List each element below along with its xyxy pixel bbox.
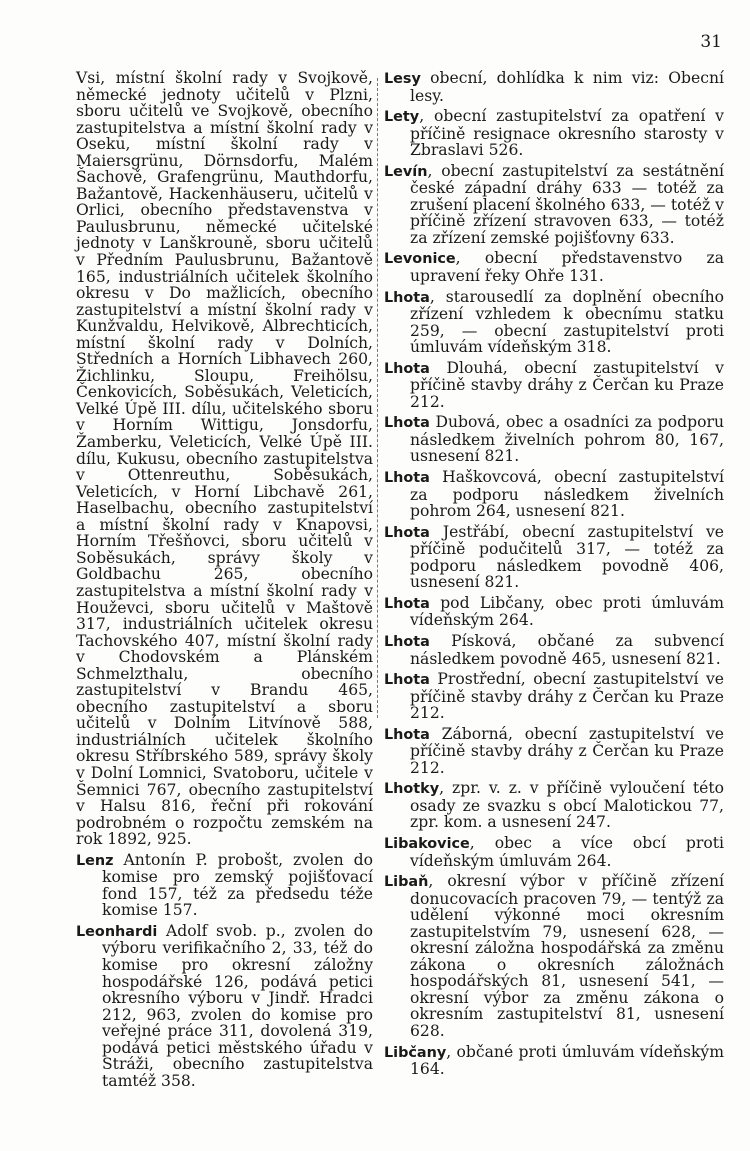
entry-headword: Libakovice [384, 835, 470, 852]
index-entry [384, 289, 724, 356]
entry-headword: Lhota [384, 524, 430, 541]
index-entry [384, 595, 724, 629]
entry-headword: Levonice [384, 251, 456, 268]
entry-headword: Lhota [384, 415, 430, 432]
index-entry [76, 923, 373, 1089]
entry-text: , občané proti úmluvám vídeňským 164. [410, 1042, 724, 1079]
entry-text: Prostřední, obecní zastupitelství ve příčině stavby dráhy z Čerčan ku Praze 212. [410, 670, 724, 723]
entry-text: pod Libčany, obec proti úmluvám vídeňským 264. [410, 593, 724, 630]
entry-headword: Lety [384, 109, 420, 126]
entry-text: Písková, občané za subvencí následkem povodně 465, usnesení 821. [410, 631, 724, 668]
entry-headword: Lhota [384, 672, 430, 689]
entry-headword: Libaň [384, 874, 429, 891]
index-entry [384, 163, 724, 247]
index-entry [384, 70, 724, 104]
index-entry [384, 360, 724, 411]
index-entry [384, 108, 724, 159]
entry-headword: Lhota [384, 595, 430, 612]
entry-headword: Lhota [384, 289, 430, 306]
entry-text: Vsi, místní školní rady v Svojkově, německé jednoty učitelů v Plzni, sboru učitelů ve Svojkově, obecního zastupitelstva a místní školní rady v Oseku, místní školní rady v Maiersgrünu, Dörnsdorfu, Malém Šachově, Grafengrünu, Mauthdorfu, Bažantově, Hackenhäuseru, učitelů v Orlici, obecního představenstva v Paulusbrunu, německé učitelské jednoty v Lanškrouně, sboru učitelů v Předním Paulusbrunu, Bažantově 165, industriálních učitelek školního okresu v Do mažlicích, obecního zastupitelství a místní školní rady v Kunžvaldu, Helvikově, Albrechticích, místní školní rady v Dolních, Středních a Horních Libhavech 260, Žichlinku, Sloupu, Freihölsu, Čenkovicích, Soběsukách, Veleticích, Velké Úpě III. dílu, učitelského sboru v Horním Wittigu, Jonsdorfu, Žamberku, Veleticích, Velké Úpě III. dílu, Kukusu, obecního zastupitelstva v Ottenreuthu, Soběsukách, Veleticích, v Horní Libchavě 261, Haselbachu, obecního zastupitelství a místní školní rady v Knapovsi, Horním Třešňovci, sboru učitelů v Soběsukách, správy školy v Goldbachu 265, obecního zastupitelstva a místní školní rady v Houževci, sboru učitelů v Maštově 317, industriálních učitelek okresu Tachovského 407, místní školní rady v Chodovském a Plánském Schmelzthalu, obecního zastupitelství v Brandu 465, obecního zastupitelství a sboru učitelů v Dolním Litvínově 588, industriálních učitelek školního okresu Stříbrského 589, správy školy v Dolní Lomnici, Svatoboru, učitele v Šemnici 767, obecního zastupitelství v Halsu 816, řeční při rokování podrobném o rozpočtu zemském na rok 1892, 925. [76, 69, 373, 849]
entry-headword: Levín [384, 163, 428, 180]
entry-text: Antonín P. probošt, zvolen do komise pro zemský pojišťovací fond 157, též za předsedu téže komise 157. [102, 850, 373, 920]
index-entry [384, 414, 724, 465]
entry-text: , zpr. v. z. v příčině vyloučení této osady ze svazku s obcí Malotickou 77, zpr. kom. a usnesení 247. [410, 779, 724, 832]
entry-headword: Libčany [384, 1044, 447, 1061]
entry-headword: Leonhardi [76, 923, 158, 940]
entry-headword: Lhota [384, 726, 430, 743]
column-divider [377, 78, 378, 718]
index-entry [384, 1044, 724, 1078]
entry-text: , obecní zastupitelství za opatření v příčině resignace okresního starosty v Zbraslavi 526. [410, 107, 724, 160]
entry-text: Haškovcová, obecní zastupitelství za podporu následkem živelních pohrom 264, usnesení 821. [410, 468, 724, 521]
index-entry [384, 633, 724, 667]
entry-headword: Lhota [384, 633, 430, 650]
index-entry [384, 250, 724, 284]
entry-text: , okresní výbor v příčině zřízení donucovacích pracoven 79, — tentýž za udělení výkonné moci okresním zastupitelstvím 79, usnesení 628, — okresní záložna hospodářská za změnu zákona o okresních záložnách hospodářských 81, usnesení 541, — okresní výbor za změnu zákona o okresním zastupitelství 81, usnesení 628. [410, 872, 724, 1040]
left-column [76, 70, 373, 1093]
entry-text: , starousedlí za doplnění obecního zřízení vzhledem k obecnímu statku 259, — obecní zastupitelství proti úmluvám vídeňským 318. [410, 287, 724, 357]
entry-text: , obecní představenstvo za upravení řeky Ohře 131. [410, 249, 724, 286]
page-number: 31 [700, 32, 722, 52]
entry-text: , obecní zastupitelství za sestátnění české západní dráhy 633 — totéž za zrušení placení školného 633, — totéž v příčině zřízení stravoven 633, — totéž za zřízení zemské pojišťovny 633. [410, 161, 724, 247]
entry-text: Adolf svob. p., zvolen do výboru verifikačního 2, 33, též do komise pro okresní záložny hospodářské 126, podává petici okresního výboru v Jindř. Hradci 212, 963, zvolen do komise pro veřejné práce 311, dovolená 319, podává petici městského úřadu v Stráži, obecního zastupitelstva tamtéž 358. [102, 921, 373, 1090]
right-column [384, 70, 724, 1082]
entry-headword: Lenz [76, 852, 114, 869]
entry-text: , obec a více obcí proti vídeňským úmluvám 264. [410, 833, 724, 870]
entry-headword: Lhota [384, 360, 430, 377]
index-entry [76, 70, 373, 848]
index-entry [384, 524, 724, 591]
entry-text: obecní, dohlídka k nim viz: Obecní lesy. [410, 69, 724, 105]
index-entry [384, 671, 724, 722]
index-entry [384, 873, 724, 1039]
index-entry [384, 835, 724, 869]
entry-text: Dubová, obec a osadníci za podporu následkem živelních pohrom 80, 167, usnesení 821. [410, 413, 724, 466]
index-entry [76, 852, 373, 919]
entry-text: Záborná, obecní zastupitelství ve příčině stavby dráhy z Čerčan ku Praze 212. [410, 724, 724, 777]
entry-text: Dlouhá, obecní zastupitelství v příčině stavby dráhy z Čerčan ku Praze 212. [410, 358, 724, 411]
entry-headword: Lhotky [384, 781, 440, 798]
index-entry [384, 780, 724, 831]
index-entry [384, 726, 724, 777]
entry-text: Jestřábí, obecní zastupitelství ve příčině podučitelů 317, — totéž za podporu následkem povodně 406, usnesení 821. [410, 522, 724, 592]
index-entry [384, 469, 724, 520]
entry-headword: Lesy [384, 71, 421, 87]
entry-headword: Lhota [384, 470, 430, 487]
